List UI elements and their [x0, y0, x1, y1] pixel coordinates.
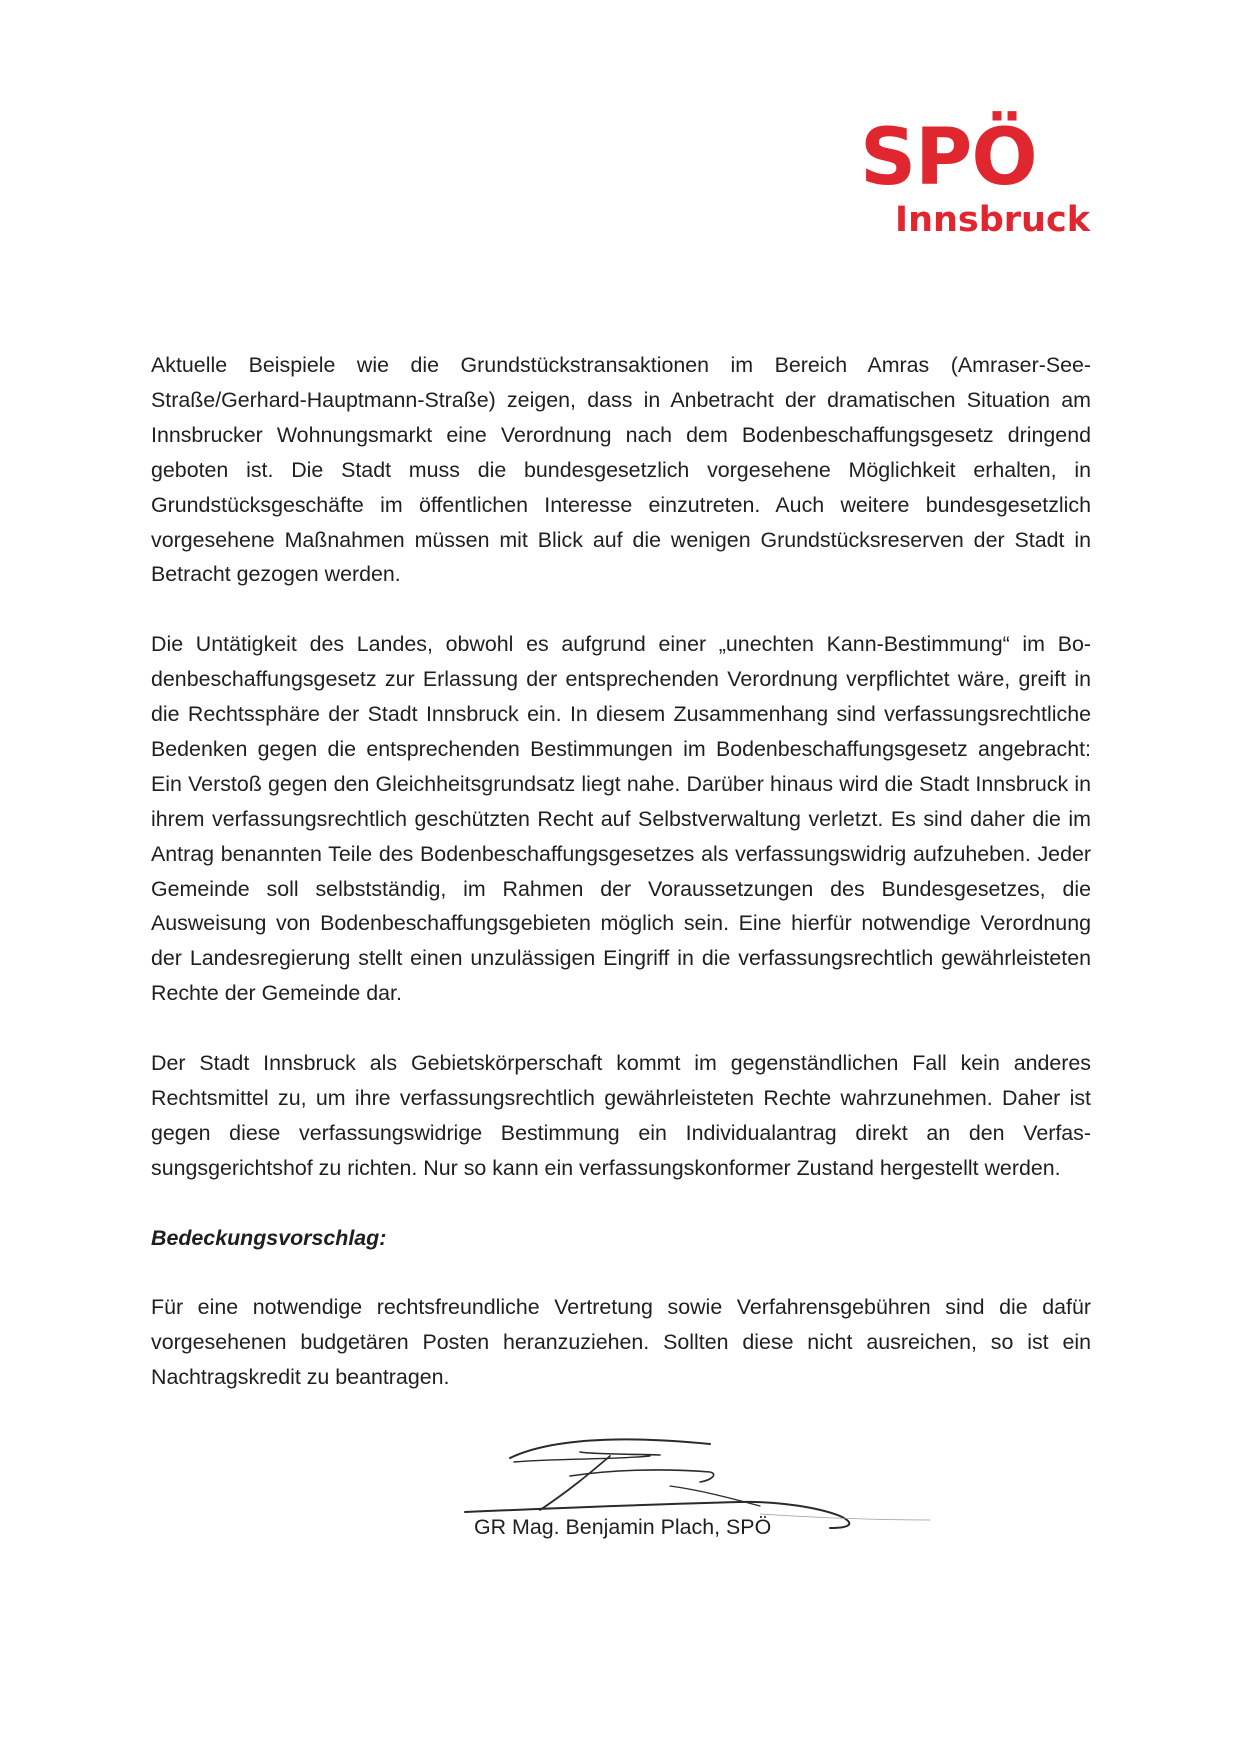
signer-name: GR Mag. Benjamin Plach, SPÖ — [474, 1515, 772, 1539]
spoe-innsbruck-logo — [860, 113, 1090, 240]
document-body — [151, 348, 1091, 1395]
logo-party-name: SPÖ — [860, 113, 1037, 203]
paragraph-funding-proposal: Für eine notwendige rechtsfreundliche Vertretung sowie Verfahrensgebühren sind die dafür vorgesehenen budgetären Posten heranzuziehen. Sollten diese nicht ausreichen, so ist ein Nachtragskredit zu beantragen. — [151, 1295, 1091, 1390]
logo-city-name: Innsbruck — [895, 200, 1090, 240]
paragraph-transactions: Aktuelle Beispiele wie die Grundstückstransaktionen im Bereich Amras (Amraser-See-Straße/Gerhard-Hauptmann-Straße) zeigen, dass in Anbetracht der dramatischen Situation am Innsbrucker Wohnungsmarkt eine Verordnung nach dem Bodenbeschaffungsgesetz dringend geboten ist. Die Stadt muss die bundesgesetzlich vorgesehene Möglichkeit erhalten, in Grundstücksgeschäfte im öffentlichen Interesse einzutreten. Auch weitere bundesgesetzlich vorgesehene Maßnahmen müssen mit Blick auf die wenigen Grundstücksreserven der Stadt in Betracht gezogen werden. — [151, 353, 1091, 587]
funding-heading: Bedeckungsvorschlag: — [151, 1225, 387, 1250]
paragraph-legal-remedy: Der Stadt Innsbruck als Gebietskörperschaft kommt im gegenständlichen Fall kein anderes Rechtsmittel zu, um ihre verfassungsrechtlich gewährleisteten Rechte wahrzunehmen. Daher ist gegen diese verfassungswidrige Bestimmung ein Individualantrag direkt an den Verfassungsgerichtshof zu richten. Nur so kann ein verfassungskonformer Zustand hergestellt werden. — [151, 1051, 1091, 1180]
paragraph-state-inaction: Die Untätigkeit des Landes, obwohl es aufgrund einer „unechten Kann-Bestimmung“ im Bodenbeschaffungsgesetz zur Erlassung der entsprechenden Verordnung verpflichtet wäre, greift in die Rechtssphäre der Stadt Innsbruck ein. In diesem Zusammenhang sind verfassungsrechtliche Bedenken gegen die entsprechenden Bestimmungen im Bodenbeschaffungsgesetz angebracht: Ein Verstoß gegen den Gleichheitsgrundsatz liegt nahe. Darüber hinaus wird die Stadt Innsbruck in ihrem verfassungsrechtlich geschützten Recht auf Selbstverwaltung verletzt. Es sind daher die im Antrag benannten Teile des Bodenbeschaffungsgesetzes als verfassungswidrig aufzuheben. Jeder Gemeinde soll selbstständig, im Rahmen der Voraussetzungen des Bundesgesetzes, die Ausweisung von Bodenbeschaffungsgebieten möglich sein. Eine hierfür notwendige Verordnung der Landesregierung stellt einen unzulässigen Eingriff in die verfassungsrechtlich gewährleisteten Rechte der Gemeinde dar. — [151, 632, 1091, 1006]
